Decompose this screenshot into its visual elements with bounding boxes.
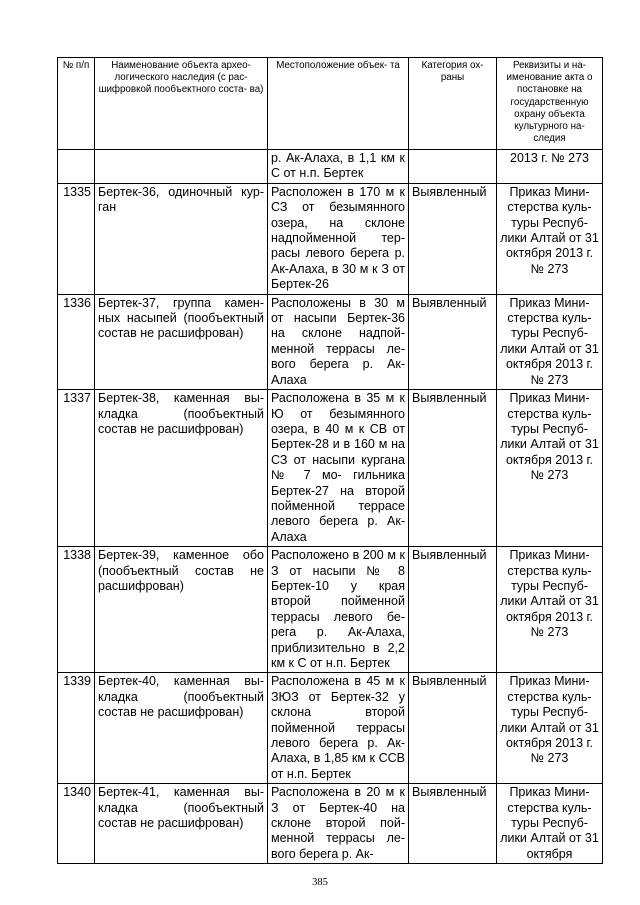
- cell-num: [58, 150, 95, 184]
- cell-act: [497, 673, 603, 784]
- header-location: [268, 58, 409, 150]
- category-text: Выявленный: [412, 391, 487, 406]
- cell-location: [268, 294, 409, 389]
- category-text: Выявленный: [412, 785, 487, 800]
- location-text: Расположена в 20 м к З от Бертек-40 на склоне второй пой- менной террасы ле- вого берега р. Ак-: [271, 785, 405, 861]
- object-name: Бертек-39, каменное обо (пообъектный состав не расшифрован): [98, 548, 264, 593]
- cell-name: [95, 294, 268, 389]
- location-text: Расположена в 45 м к ЗЮЗ от Бертек-32 у склона второй пойменной террасы левого берега р. Ак- Алаха, в 1,85 км к ССВ от н.п. Бертек: [271, 674, 405, 781]
- cell-category: [409, 673, 497, 784]
- cell-name: [95, 183, 268, 294]
- cell-act: [497, 294, 603, 389]
- table-row: [58, 183, 603, 294]
- cell-location: [268, 784, 409, 864]
- object-name: Бертек-40, каменная вы- кладка (пообъектный состав не расшифрован): [98, 674, 264, 720]
- object-name: Бертек-37, группа камен- ных насыпей (пообъектный состав не расшифрован): [98, 295, 264, 341]
- header-num: [58, 58, 95, 150]
- header-act-text: Реквизиты и на- именование акта о постановке на государственную охрану объекта культурного на- следия: [506, 60, 593, 145]
- page-number: 385: [312, 877, 328, 888]
- act-text: Приказ Мини- стерства куль- туры Респуб- лики Алтай от 31 октября 2013 г. № 273: [500, 391, 599, 483]
- row-number: 1337: [63, 391, 91, 406]
- cell-act: [497, 547, 603, 673]
- object-name: Бертек-38, каменная вы- кладка (пообъектный состав не расшифрован): [98, 391, 264, 436]
- location-text: Расположен в 170 м к СЗ от безымянного озера, на склоне надпойменной тер- расы левого берега р. Ак-Алаха, в 30 м к З от Бертек-26: [271, 184, 405, 292]
- cell-num: [58, 673, 95, 784]
- location-text: Расположены в 30 м от насыпи Бертек-36 на склоне надпой- менной террасы ле- вого берега р. Ак- Алаха: [271, 295, 405, 387]
- act-text: 2013 г. № 273: [510, 151, 589, 165]
- cell-location: [268, 390, 409, 547]
- location-text: р. Ак-Алаха, в 1,1 км к С от н.п. Бертек: [271, 151, 405, 181]
- header-category: [409, 58, 497, 150]
- cell-category: [409, 294, 497, 389]
- table-row: [58, 294, 603, 389]
- table-row: [58, 547, 603, 673]
- table-row: [58, 390, 603, 547]
- cell-name: [95, 150, 268, 184]
- cell-location: [268, 183, 409, 294]
- cell-num: [58, 390, 95, 547]
- cell-num: [58, 784, 95, 864]
- header-location-text: Местоположение объек- та: [276, 60, 400, 71]
- table-row: [58, 673, 603, 784]
- cell-location: [268, 150, 409, 184]
- cell-category: [409, 547, 497, 673]
- row-number: 1340: [63, 785, 91, 800]
- cell-name: [95, 547, 268, 673]
- cell-name: [95, 390, 268, 547]
- table-row: [58, 784, 603, 864]
- cell-act: [497, 183, 603, 294]
- act-text: Приказ Мини- стерства куль- туры Респуб- лики Алтай от 31 октября 2013 г. № 273: [500, 184, 599, 276]
- category-text: Выявленный: [412, 674, 487, 689]
- cell-category: [409, 183, 497, 294]
- cell-name: [95, 784, 268, 864]
- row-number: 1338: [63, 548, 91, 563]
- category-text: Выявленный: [412, 184, 487, 199]
- object-name: Бертек-36, одиночный кур- ган: [98, 184, 264, 215]
- cell-act: [497, 784, 603, 864]
- cell-category: [409, 150, 497, 184]
- cell-location: [268, 547, 409, 673]
- act-text: Приказ Мини- стерства куль- туры Респуб- лики Алтай от 31 октября 2013 г. № 273: [500, 295, 599, 387]
- location-text: Расположена в 35 м к Ю от безымянного озера, в 40 м к СВ от Бертек-28 и в 160 м на СЗ от насыпи кургана № 7 мо- гильника Бертек-27 на второй пойменной террасе левого берега р. Ак-Алаха: [271, 391, 405, 544]
- cell-category: [409, 390, 497, 547]
- cell-num: [58, 294, 95, 389]
- header-category-text: Категория ох- раны: [421, 60, 484, 84]
- category-text: Выявленный: [412, 548, 487, 563]
- cell-num: [58, 547, 95, 673]
- table-header: [58, 58, 603, 150]
- row-number: 1339: [63, 674, 91, 689]
- row-number: 1336: [63, 295, 91, 310]
- header-name: [95, 58, 268, 150]
- header-name-text: Наименование объекта архео- логического наследия (с рас- шифровкой пообъектного соста- ва): [98, 60, 264, 96]
- cell-act: [497, 150, 603, 184]
- header-num-text: № п/п: [62, 60, 90, 71]
- cell-location: [268, 673, 409, 784]
- cell-act: [497, 390, 603, 547]
- cell-name: [95, 673, 268, 784]
- heritage-register-table: [57, 57, 603, 864]
- act-text: Приказ Мини- стерства куль- туры Респуб- лики Алтай от 31 октября: [500, 785, 599, 861]
- location-text: Расположено в 200 м к З от насыпи № 8 Бертек-10 у края второй пойменной террасы левого бе- рега р. Ак-Алаха, приблизительно в 2,2 км к С от н.п. Бертек: [271, 548, 405, 670]
- act-text: Приказ Мини- стерства куль- туры Респуб- лики Алтай от 31 октября 2013 г. № 273: [500, 674, 599, 766]
- header-act: [497, 58, 603, 150]
- act-text: Приказ Мини- стерства куль- туры Респуб- лики Алтай от 31 октября 2013 г. № 273: [500, 548, 599, 640]
- table-row-continuation: [58, 150, 603, 184]
- category-text: Выявленный: [412, 295, 487, 310]
- cell-category: [409, 784, 497, 864]
- cell-num: [58, 183, 95, 294]
- object-name: Бертек-41, каменная вы- кладка (пообъектный состав не расшифрован): [98, 785, 264, 831]
- row-number: 1335: [63, 184, 91, 199]
